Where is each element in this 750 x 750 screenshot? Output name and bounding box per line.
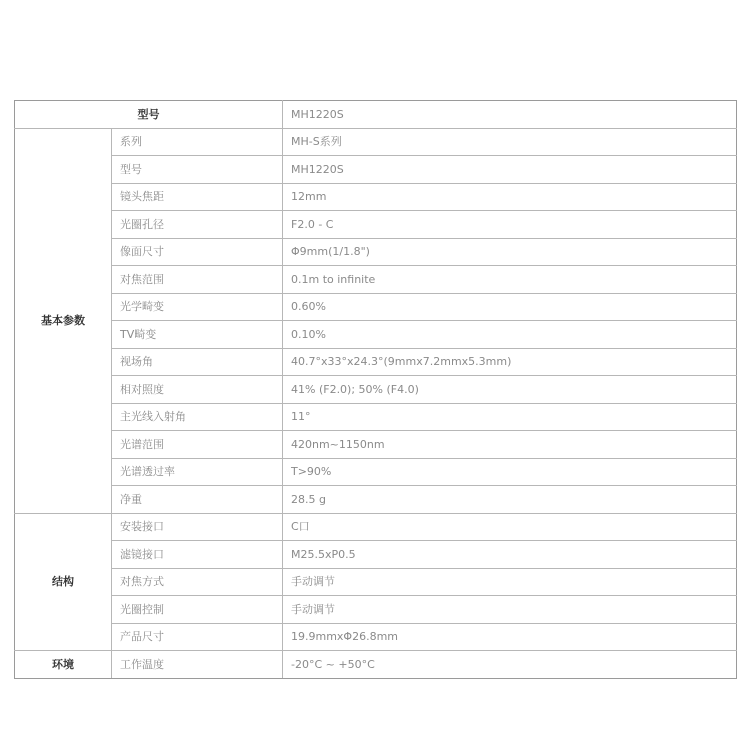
spec-row [15, 651, 737, 679]
spec-value: 11° [283, 403, 737, 431]
spec-label: 镜头焦距 [112, 183, 283, 211]
group-title: 基本参数 [15, 128, 112, 513]
spec-label: 工作温度 [112, 651, 283, 679]
spec-row [15, 156, 737, 184]
spec-row [15, 568, 737, 596]
spec-row [15, 183, 737, 211]
spec-value: -20°C ~ +50°C [283, 651, 737, 679]
spec-label: 净重 [112, 486, 283, 514]
spec-value: 12mm [283, 183, 737, 211]
spec-row [15, 623, 737, 651]
spec-row [15, 596, 737, 624]
spec-value: 手动调节 [283, 568, 737, 596]
spec-value: MH-S系列 [283, 128, 737, 156]
spec-value: 28.5 g [283, 486, 737, 514]
spec-value: 0.10% [283, 321, 737, 349]
spec-row [15, 321, 737, 349]
group-title: 结构 [15, 513, 112, 651]
spec-value: Φ9mm(1/1.8") [283, 238, 737, 266]
spec-label: 型号 [112, 156, 283, 184]
spec-value: M25.5xP0.5 [283, 541, 737, 569]
spec-label: 光圈孔径 [112, 211, 283, 239]
spec-value: 0.1m to infinite [283, 266, 737, 294]
spec-row [15, 513, 737, 541]
spec-table [14, 100, 737, 679]
spec-value: 0.60% [283, 293, 737, 321]
spec-label: 光谱透过率 [112, 458, 283, 486]
spec-row [15, 293, 737, 321]
spec-row [15, 376, 737, 404]
spec-label: 对焦方式 [112, 568, 283, 596]
spec-row [15, 348, 737, 376]
spec-row [15, 211, 737, 239]
spec-label: 光圈控制 [112, 596, 283, 624]
spec-value: T>90% [283, 458, 737, 486]
spec-value: 40.7°x33°x24.3°(9mmx7.2mmx5.3mm) [283, 348, 737, 376]
spec-label: 对焦范围 [112, 266, 283, 294]
spec-label: 光谱范围 [112, 431, 283, 459]
spec-label: 产品尺寸 [112, 623, 283, 651]
spec-value: 41% (F2.0); 50% (F4.0) [283, 376, 737, 404]
model-header-label: 型号 [15, 101, 283, 129]
spec-row [15, 431, 737, 459]
header-row [15, 101, 737, 129]
spec-label: 相对照度 [112, 376, 283, 404]
spec-value: 420nm~1150nm [283, 431, 737, 459]
spec-value: C口 [283, 513, 737, 541]
spec-label: 系列 [112, 128, 283, 156]
spec-value: MH1220S [283, 156, 737, 184]
spec-row [15, 541, 737, 569]
spec-label: 光学畸变 [112, 293, 283, 321]
spec-label: 视场角 [112, 348, 283, 376]
spec-row [15, 486, 737, 514]
model-header-value: MH1220S [283, 101, 737, 129]
group-title: 环境 [15, 651, 112, 679]
spec-row [15, 128, 737, 156]
spec-label: 主光线入射角 [112, 403, 283, 431]
spec-label: 安装接口 [112, 513, 283, 541]
spec-label: 滤镜接口 [112, 541, 283, 569]
spec-value: 19.9mmxΦ26.8mm [283, 623, 737, 651]
spec-value: F2.0 - C [283, 211, 737, 239]
spec-row [15, 238, 737, 266]
spec-label: 像面尺寸 [112, 238, 283, 266]
spec-row [15, 266, 737, 294]
spec-label: TV畸变 [112, 321, 283, 349]
spec-row [15, 458, 737, 486]
spec-row [15, 403, 737, 431]
spec-value: 手动调节 [283, 596, 737, 624]
spec-table-body [15, 101, 737, 679]
